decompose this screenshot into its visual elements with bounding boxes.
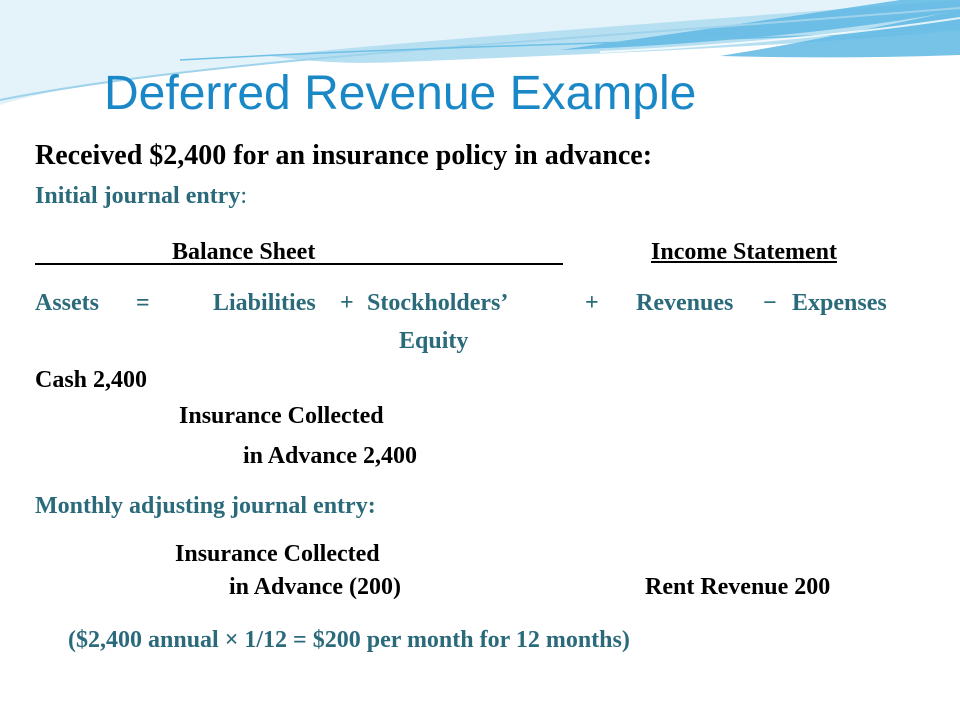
eq-equity: Equity — [399, 328, 469, 354]
eq-equals: = — [136, 290, 150, 316]
initial-entry-colon: : — [240, 183, 248, 209]
monthly-liability-line-1: Insurance Collected — [175, 541, 380, 567]
balance-sheet-header: Balance Sheet — [172, 239, 316, 265]
monthly-rent-revenue: Rent Revenue 200 — [645, 574, 831, 600]
eq-stockholders: Stockholders’ — [367, 290, 509, 316]
income-statement-header: Income Statement — [651, 239, 837, 265]
eq-minus: − — [763, 290, 777, 316]
slide-subtitle: Received $2,400 for an insurance policy in advance: — [35, 140, 653, 171]
initial-liability-line-1: Insurance Collected — [179, 403, 384, 429]
initial-liability-line-2: in Advance 2,400 — [243, 443, 418, 469]
monthly-liability-line-2: in Advance (200) — [229, 574, 402, 600]
calculation-note: ($2,400 annual × 1/12 = $200 per month for 12 months) — [68, 627, 630, 653]
monthly-entry-heading: Monthly adjusting journal entry: — [35, 493, 376, 519]
initial-entry-label: Initial journal entry — [35, 183, 241, 209]
initial-cash-entry: Cash 2,400 — [35, 367, 148, 393]
eq-assets: Assets — [35, 290, 99, 316]
eq-liabilities: Liabilities — [213, 290, 316, 316]
eq-expenses: Expenses — [792, 290, 887, 316]
eq-plus-2: + — [585, 290, 599, 316]
initial-entry-heading — [35, 184, 247, 208]
eq-revenues: Revenues — [636, 290, 734, 316]
slide-title: Deferred Revenue Example — [104, 67, 697, 120]
eq-plus-1: + — [340, 290, 354, 316]
